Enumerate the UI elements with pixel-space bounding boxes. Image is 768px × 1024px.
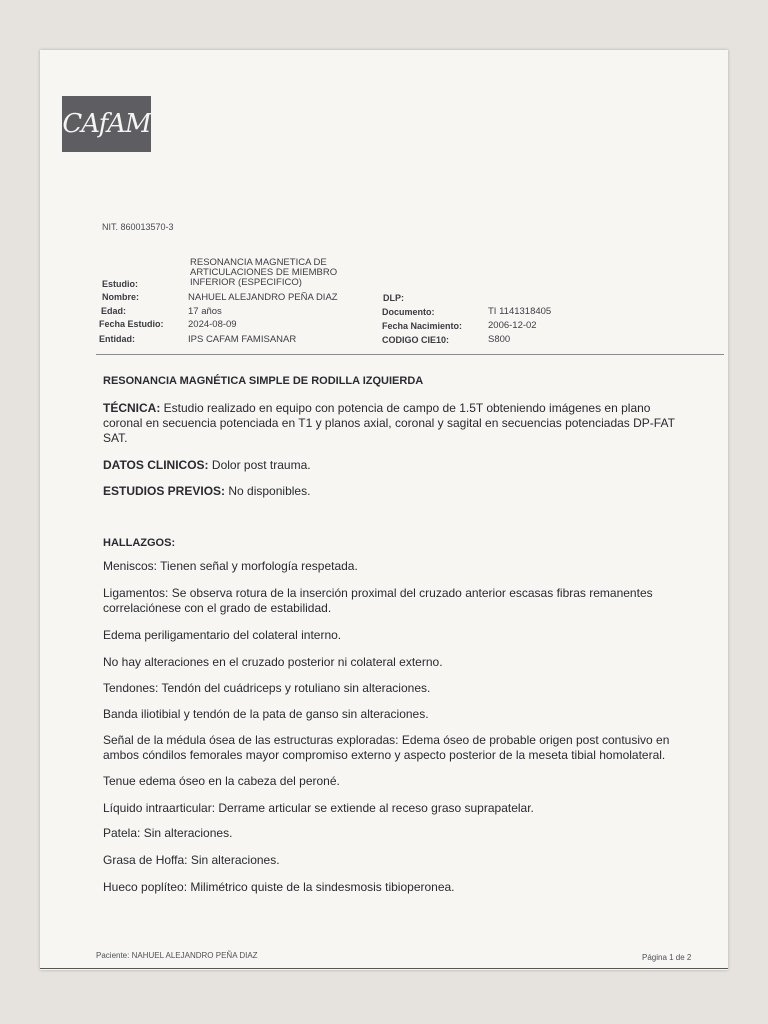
cafam-logo: CAfAM [62,96,151,152]
study-line: ARTICULACIONES DE MIEMBRO [190,267,338,278]
patient-name: NAHUEL ALEJANDRO PEÑA DIAZ [188,292,338,303]
finding-medula-osea [103,733,669,763]
entity: IPS CAFAM FAMISANAR [188,334,297,345]
finding-line: correlaciónese con el grado de estabilidad. [103,601,332,615]
tecnica-text: Estudio realizado en equipo con potencia de campo de 1.5T obteniendo imágenes en plano [160,401,651,415]
finding-hueco-popliteo: Hueco poplíteo: Milimétrico quiste de la sindesmosis tibioperonea. [103,880,455,894]
tecnica-section [103,401,675,446]
birth-date: 2006-12-02 [488,320,537,331]
header-divider [96,354,724,355]
finding-cruzado-posterior: No hay alteraciones en el cruzado posterior ni colateral externo. [103,655,443,669]
findings-heading [103,536,175,551]
entity-label: Entidad: [99,334,135,344]
finding-line: ambos cóndilos femorales mayor compromiso externo y aspecto posterior de la meseta tibial homolateral. [103,748,666,762]
dlp-label: DLP: [383,293,404,303]
study-label: Estudio: [102,279,138,289]
cie10-label: CODIGO CIE10: [382,335,450,345]
finding-hoffa: Grasa de Hoffa: Sin alteraciones. [103,853,280,867]
clinical-data-label: DATOS CLINICOS: [103,458,209,472]
finding-perone: Tenue edema óseo en la cabeza del peroné. [103,774,340,788]
finding-line: Señal de la médula ósea de las estructuras exploradas: Edema óseo de probable origen post contusivo en [103,733,670,747]
study-date-label: Fecha Estudio: [99,319,164,329]
age-label: Edad: [101,306,127,316]
finding-edema-colateral: Edema periligamentario del colateral interno. [103,628,342,642]
patient-age: 17 años [188,306,222,317]
clinical-data-value: Dolor post trauma. [208,458,311,472]
document-label: Documento: [382,307,435,317]
finding-ligamentos [103,586,653,616]
report-title: RESONANCIA MAGNÉTICA SIMPLE DE RODILLA IZQUIERDA [103,375,424,387]
footer-rule [40,968,728,969]
footer-page-number: Página 1 de 2 [642,953,692,962]
previous-studies-label: ESTUDIOS PREVIOS: [103,484,226,498]
study-name [190,258,337,288]
document-number: TI 1141318405 [488,306,552,317]
study-line: RESONANCIA MAGNETICA DE [190,257,327,268]
nit-number: NIT. 860013570-3 [102,222,174,232]
cie10-code: S800 [488,334,511,345]
tecnica-text: SAT. [103,431,128,445]
tecnica-text: coronal en secuencia potenciada en T1 y planos axial, coronal y sagital en secuencias potenciadas DP-FAT [103,416,675,430]
name-label: Nombre: [102,292,140,302]
study-date: 2024-08-09 [188,319,237,330]
clinical-data [103,458,311,473]
previous-studies [103,484,310,499]
finding-line: Ligamentos: Se observa rotura de la inserción proximal del cruzado anterior escasas fibras remanentes [103,586,653,600]
finding-banda-iliotibial: Banda iliotibial y tendón de la pata de ganso sin alteraciones. [103,707,429,721]
finding-liquido: Líquido intraarticular: Derrame articular se extiende al receso graso suprapatelar. [103,801,534,815]
finding-patela: Patela: Sin alteraciones. [103,826,233,840]
finding-tendones: Tendones: Tendón del cuádriceps y rotuliano sin alteraciones. [103,681,431,695]
finding-meniscos: Meniscos: Tienen señal y morfología respetada. [103,559,358,573]
tecnica-label: TÉCNICA: [103,401,161,415]
previous-studies-value: No disponibles. [225,484,311,498]
findings-heading-text: HALLAZGOS: [103,537,176,549]
footer-patient: Paciente: NAHUEL ALEJANDRO PEÑA DIAZ [96,951,258,960]
study-line: INFERIOR (ESPECIFICO) [190,277,302,288]
birth-date-label: Fecha Nacimiento: [382,321,463,331]
